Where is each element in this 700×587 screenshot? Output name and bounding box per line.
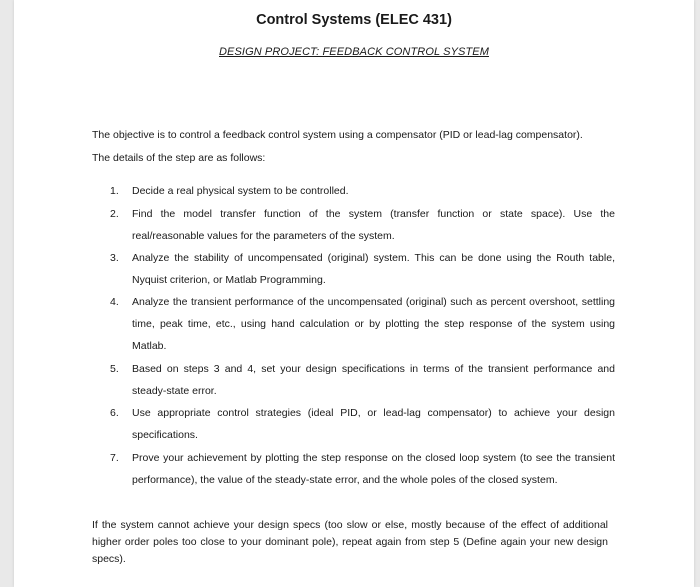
- step-text: Prove your achievement by plotting the step response on the closed loop system (to see the transient performance), the value of the steady-state error, and the whole poles of the closed system.: [132, 452, 615, 486]
- step-number: 1.: [110, 185, 119, 197]
- step-number: 7.: [110, 452, 119, 464]
- document-page: [14, 0, 694, 587]
- list-item: [110, 247, 615, 291]
- list-item: [110, 180, 615, 202]
- list-item: [110, 358, 615, 402]
- step-number: 4.: [110, 296, 119, 308]
- details-line: The details of the step are as follows:: [92, 152, 266, 164]
- list-item: [110, 447, 615, 491]
- step-text: Based on steps 3 and 4, set your design specifications in terms of the transient performance and steady-state error.: [132, 363, 615, 397]
- list-item: [110, 203, 615, 247]
- list-item: [110, 402, 615, 446]
- step-number: 3.: [110, 252, 119, 264]
- course-title: Control Systems (ELEC 431): [256, 12, 452, 28]
- step-number: 5.: [110, 363, 119, 375]
- step-text: Decide a real physical system to be controlled.: [132, 185, 349, 197]
- objective-paragraph: The objective is to control a feedback control system using a compensator (PID or lead-lag compensator).: [92, 129, 583, 141]
- step-text: Use appropriate control strategies (ideal PID, or lead-lag compensator) to achieve your design specifications.: [132, 407, 615, 441]
- closing-paragraph: If the system cannot achieve your design specs (too slow or else, mostly because of the effect of additional higher order poles too close to your dominant pole), repeat again from step 5 (Define again your new design specs).: [92, 519, 608, 565]
- step-number: 6.: [110, 407, 119, 419]
- step-text: Analyze the transient performance of the uncompensated (original) such as percent overshoot, settling time, peak time, etc., using hand calculation or by plotting the step response of the system using Matlab.: [132, 296, 615, 352]
- list-item: [110, 291, 615, 357]
- project-subtitle: DESIGN PROJECT: FEEDBACK CONTROL SYSTEM: [219, 46, 489, 58]
- step-number: 2.: [110, 208, 119, 220]
- step-text: Analyze the stability of uncompensated (original) system. This can be done using the Routh table, Nyquist criterion, or Matlab Programming.: [132, 252, 615, 286]
- step-text: Find the model transfer function of the system (transfer function or state space). Use the real/reasonable values for the parameters of the system.: [132, 208, 615, 242]
